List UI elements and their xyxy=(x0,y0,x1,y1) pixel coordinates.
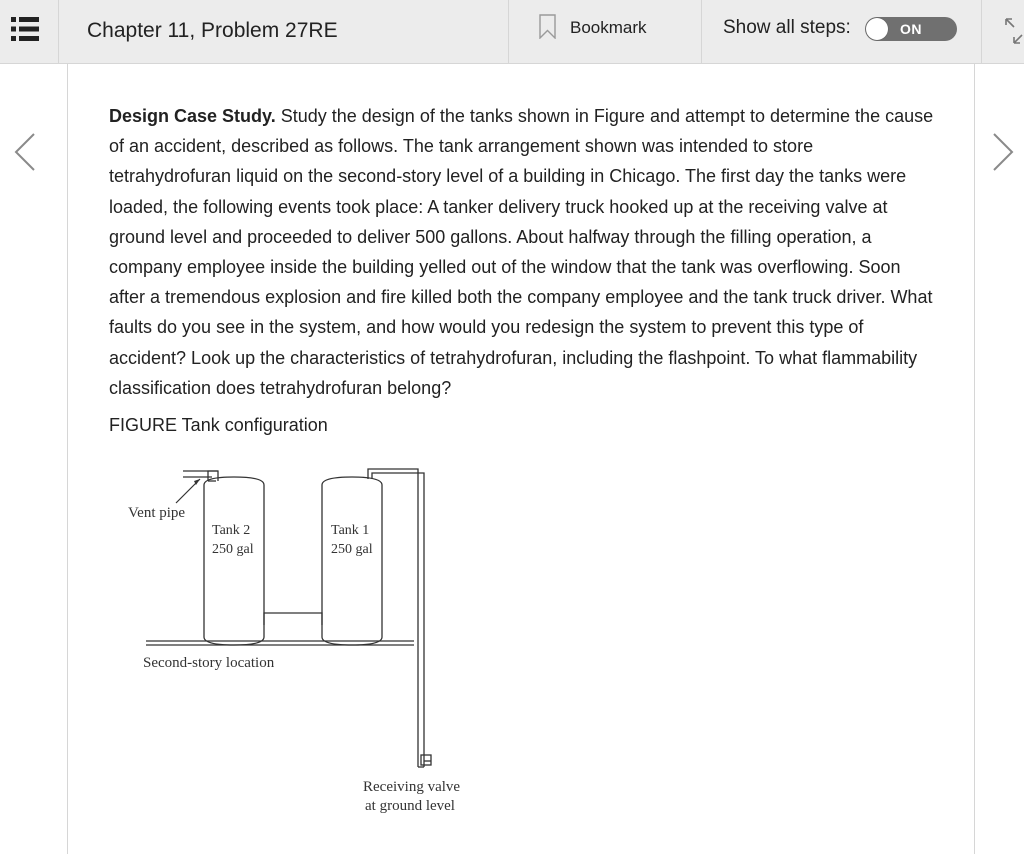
bookmark-label[interactable]: Bookmark xyxy=(570,18,647,37)
list-menu-icon[interactable] xyxy=(11,17,39,41)
toggle-state[interactable]: ON xyxy=(900,21,922,37)
figure-caption: FIGURE Tank configuration xyxy=(109,415,328,435)
tank1-name-label: Tank 1 xyxy=(331,523,370,538)
toggle-knob[interactable] xyxy=(866,18,888,40)
vent-pipe-label: Vent pipe xyxy=(128,505,186,521)
show-steps-toggle[interactable] xyxy=(865,17,957,41)
valve-label-line2: at ground level xyxy=(365,798,455,814)
bookmark-icon[interactable] xyxy=(539,14,556,39)
expand-icon[interactable] xyxy=(1002,15,1024,47)
problem-heading: Design Case Study. xyxy=(109,106,276,126)
menu-button[interactable] xyxy=(0,0,59,63)
show-steps-section xyxy=(702,0,982,63)
top-bar xyxy=(0,0,1024,64)
valve-label-line1: Receiving valve xyxy=(363,779,461,795)
tank1-capacity-label: 250 gal xyxy=(331,542,373,557)
floor-label: Second-story location xyxy=(143,655,275,671)
bookmark-button[interactable] xyxy=(509,0,702,63)
show-steps-label: Show all steps: xyxy=(723,17,851,38)
problem-body: Study the design of the tanks shown in Figure and attempt to determine the cause of an accident, described as follows. The tank arrangement shown was intended to store tetrahydrofuran liquid on the second-story level of a building in Chicago. The first day the tanks were loaded, the following events took place: A tanker delivery truck hooked up at the receiving valve at ground level and proceeded to deliver 500 gallons. About halfway through the filling operation, a company employee inside the building yelled out of the window that the tank was overflowing. Soon after a tremendous explosion and fire killed both the company employee and the tank truck driver. What faults do you see in the system, and how would you redesign the system to prevent this type of accident? Look up the characteristics of tetrahydrofuran, including the flashpoint. To what flammability classification does tetrahydrofuran belong? xyxy=(109,106,934,398)
tank-figure xyxy=(120,455,500,825)
page-title: Chapter 11, Problem 27RE xyxy=(87,19,338,42)
tank2-name-label: Tank 2 xyxy=(212,523,251,538)
expand-button[interactable] xyxy=(982,0,1024,63)
tank-diagram xyxy=(120,455,500,825)
tank2-capacity-label: 250 gal xyxy=(212,542,254,557)
problem-statement xyxy=(109,101,939,403)
chevron-left-icon[interactable] xyxy=(10,130,40,174)
chevron-right-icon[interactable] xyxy=(988,130,1018,174)
title-section xyxy=(59,0,509,63)
